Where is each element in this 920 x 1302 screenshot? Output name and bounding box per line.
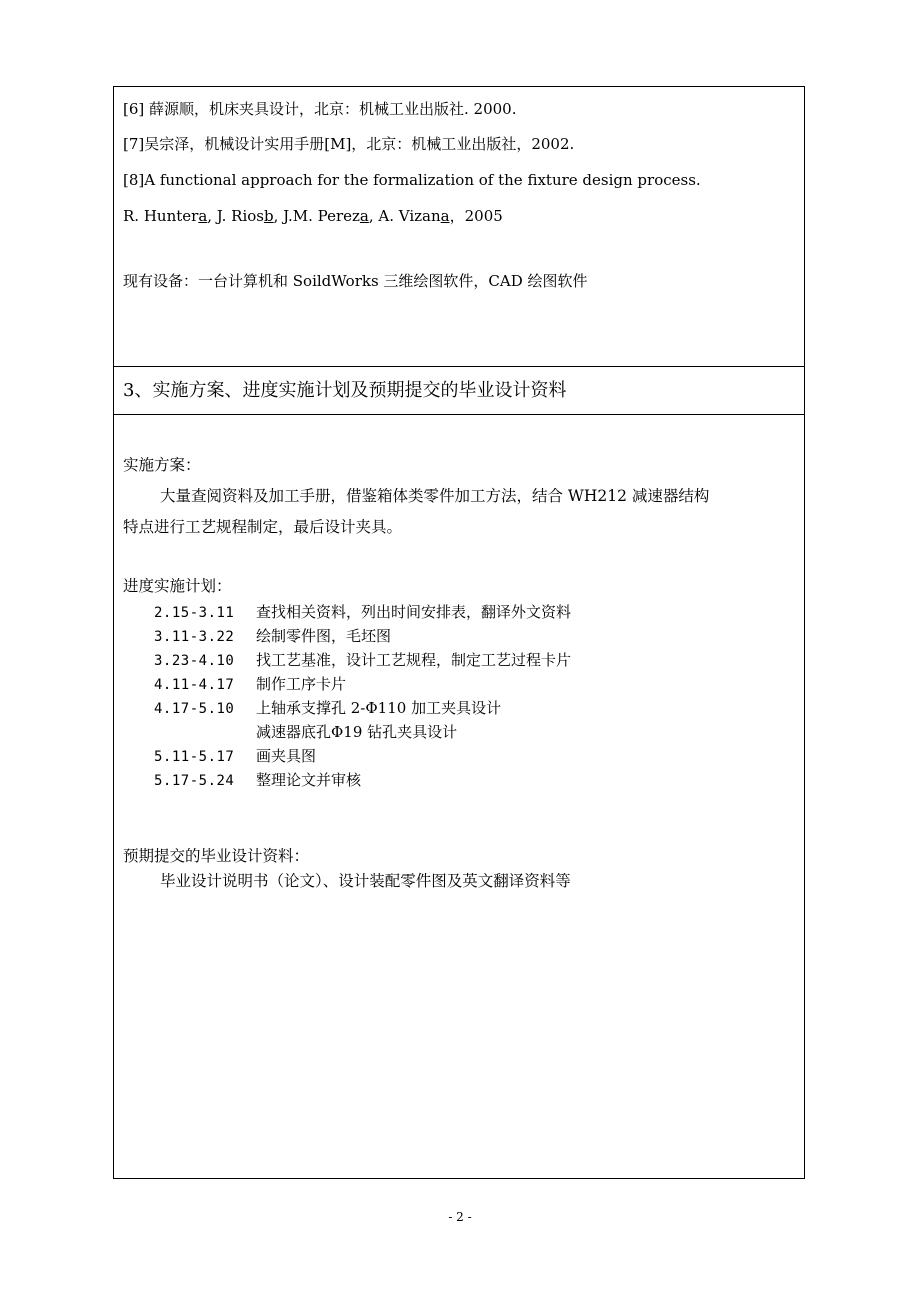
reference-8-authors — [123, 206, 503, 226]
schedule-row — [154, 768, 361, 793]
schedule-label: 进度实施计划： — [123, 577, 232, 595]
references-cell — [114, 87, 804, 367]
author-affiliation-mark: b — [264, 207, 274, 225]
deliverables-text: 毕业设计说明书（论文）、设计装配零件图及英文翻译资料等 — [160, 872, 571, 890]
page-number: - 2 - — [448, 1210, 472, 1224]
schedule-date: 4.11-4.17 — [154, 677, 235, 693]
schedule-date: 5.17-5.24 — [154, 773, 235, 789]
schedule-row — [154, 720, 457, 744]
deliverables-label: 预期提交的毕业设计资料： — [123, 847, 310, 865]
schedule-task: 制作工序卡片 — [256, 675, 347, 693]
schedule-task: 减速器底孔Φ19 钻孔夹具设计 — [256, 723, 458, 741]
schedule-task: 画夹具图 — [256, 747, 317, 765]
author-affiliation-mark: a — [440, 207, 450, 225]
schedule-row — [154, 672, 346, 697]
author-affiliation-mark: a — [359, 207, 369, 225]
author-affiliation-mark: a — [198, 207, 208, 225]
author-4: , A. Vizana — [368, 207, 450, 225]
section-3-header — [114, 367, 804, 415]
plan-line-2: 特点进行工艺规程制定，最后设计夹具。 — [123, 518, 403, 536]
schedule-task: 绘制零件图，毛坯图 — [256, 627, 392, 645]
schedule-task: 找工艺基准，设计工艺规程，制定工艺过程卡片 — [256, 651, 572, 669]
reference-6: [6] 薛源顺，机床夹具设计，北京：机械工业出版社. 2000. — [123, 100, 517, 118]
schedule-date: 3.23-4.10 — [154, 653, 235, 669]
schedule-row — [154, 696, 501, 721]
author-2: , J. Riosb — [207, 207, 274, 225]
schedule-task: 上轴承支撑孔 2-Φ110 加工夹具设计 — [256, 699, 502, 717]
form-table — [113, 86, 805, 1179]
schedule-row — [154, 624, 391, 649]
plan-line-1: 大量查阅资料及加工手册，借鉴箱体类零件加工方法，结合 WH212 减速器结构 — [160, 487, 710, 505]
reference-8-title: [8]A functional approach for the formalization of the fixture design process. — [123, 171, 701, 189]
schedule-date: 4.17-5.10 — [154, 701, 235, 717]
schedule-date: 5.11-5.17 — [154, 749, 235, 765]
author-1: R. Huntera — [123, 207, 208, 225]
schedule-task: 查找相关资料，列出时间安排表，翻译外文资料 — [256, 603, 572, 621]
year: ，2005 — [449, 207, 503, 225]
schedule-row — [154, 744, 316, 769]
schedule-row — [154, 648, 571, 673]
section-3-title: 3、实施方案、进度实施计划及预期提交的毕业设计资料 — [123, 380, 567, 401]
author-3: , J.M. Pereza — [273, 207, 369, 225]
schedule-row — [154, 600, 571, 625]
schedule-date: 2.15-3.11 — [154, 605, 235, 621]
schedule-date: 3.11-3.22 — [154, 629, 235, 645]
section-3-body — [114, 415, 804, 1178]
equipment-text: 现有设备：一台计算机和 SoildWorks 三维绘图软件，CAD 绘图软件 — [123, 272, 588, 290]
plan-label: 实施方案： — [123, 456, 201, 474]
reference-7: [7]吴宗泽，机械设计实用手册[M]，北京：机械工业出版社，2002. — [123, 135, 575, 153]
schedule-task: 整理论文并审核 — [256, 771, 362, 789]
